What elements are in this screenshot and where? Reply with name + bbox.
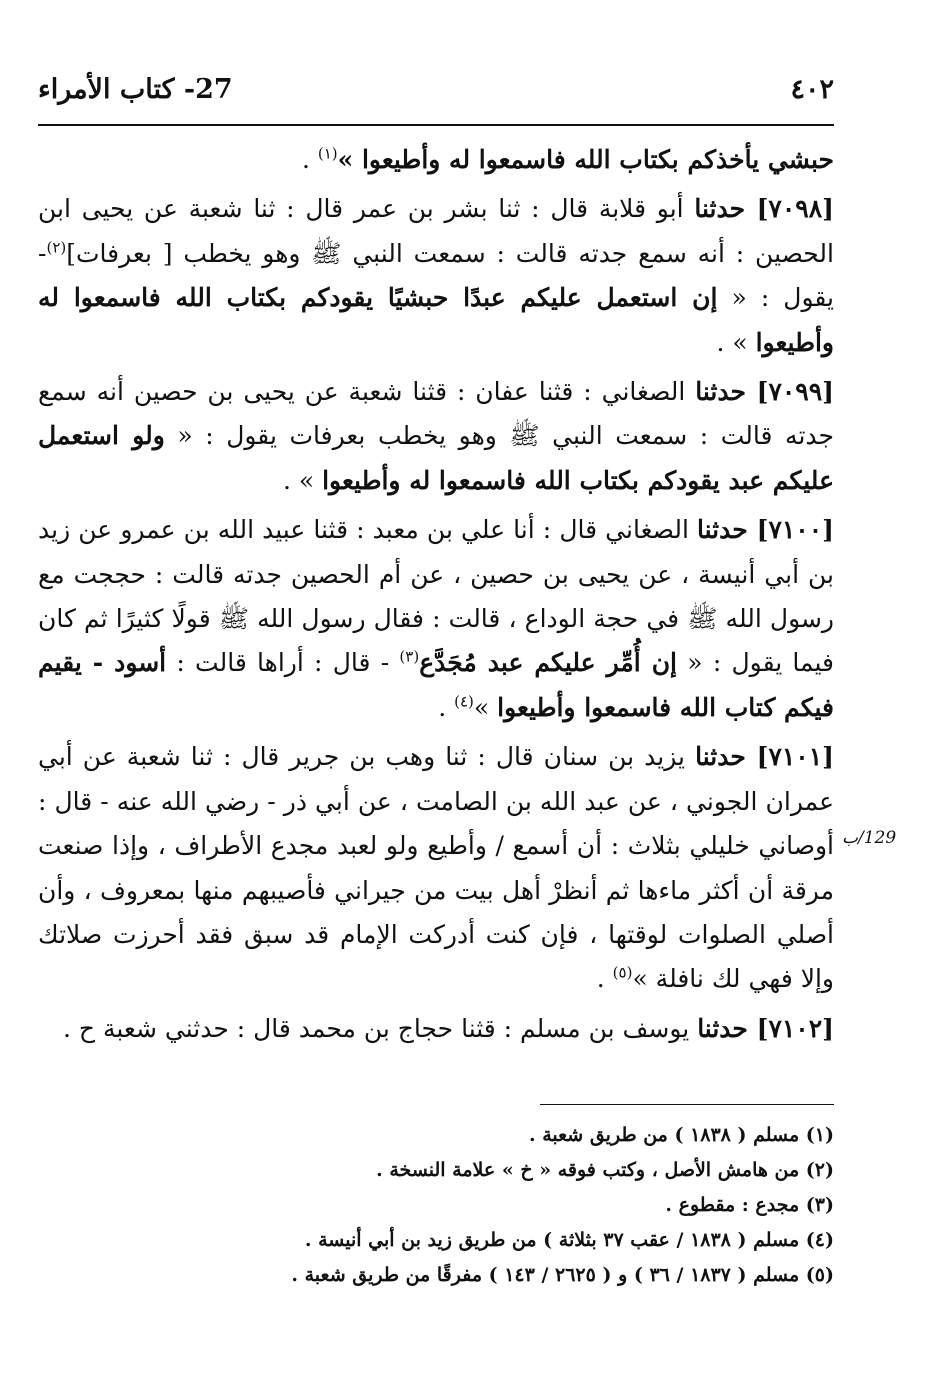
- footnote: (٥) مسلم ( ١٨٣٧ / ٣٦ ) و ( ٢٦٢٥ / ١٤٣ ) مفرقًا من طريق شعبة .: [291, 1264, 834, 1286]
- page-header: [38, 70, 834, 114]
- footnote: (٤) مسلم ( ١٨٣٨ / عقب ٣٧ بثلاثة ) من طريق زيد بن أبي أنيسة .: [304, 1229, 834, 1251]
- hadith-matn: ولو استعمل عليكم عبد يقودكم بكتاب الله فاسمعوا له وأطيعوا: [38, 421, 834, 495]
- hadith-number: [٧١٠١]: [756, 742, 834, 772]
- hadith-number: [٧٠٩٨]: [756, 194, 834, 224]
- page-number: ٤٠٢: [790, 74, 834, 105]
- footnote: (١) مسلم ( ١٨٣٨ ) من طريق شعبة .: [528, 1124, 834, 1146]
- hadith-matn: أسود - يقيم فيكم كتاب الله فاسمعوا وأطيعوا: [38, 648, 834, 722]
- hadith-number: [٧٠٩٩]: [756, 377, 834, 407]
- hadith-7100: [٧١٠٠] حدثنا الصغاني قال : أنا علي بن معبد : قثنا عبيد الله بن عمرو عن زيد بن أبي أنيسة ، عن يحيى بن حصين ، عن أم الحصين جدته قالت : حججت مع رسول الله ﷺ في حجة الوداع ، قالت : فقال رسول الله ﷺ قولًا كثيرًا ثم كان فيما يقول : « إن أُمِّر عليكم عبد مُجَدَّع$^{(٣)}$ - قال : أراها قالت : أسود - يقيم فيكم كتاب الله فاسمعوا وأطيعوا »$^{(٤)}$ .: [38, 515, 834, 722]
- footnote-ref: (٣): [399, 648, 420, 667]
- footnote-rule: [540, 1104, 834, 1105]
- hadith-matn: إن أُمِّر عليكم عبد مُجَدَّع: [419, 648, 678, 678]
- footnote: (٢) من هامش الأصل ، وكتب فوقه « خ » علامة النسخة .: [376, 1159, 834, 1181]
- main-text: [38, 138, 834, 1056]
- hadith-matn: إن استعمل عليكم عبدًا حبشيًا يقودكم بكتاب الله فاسمعوا له وأطيعوا: [38, 283, 834, 357]
- footnotes: [38, 1118, 834, 1293]
- header-rule: [38, 124, 834, 126]
- chapter-title: 27- كتاب الأمراء: [38, 74, 233, 105]
- hadith-7101: [٧١٠١] حدثنا يزيد بن سنان قال : ثنا وهب بن جرير قال : ثنا شعبة عن أبي عمران الجوني ، عن عبد الله بن الصامت ، عن أبي ذر - رضي الله عنه - قال : أوصاني خليلي بثلاث : أن أسمع / وأطيع ولو لعبد مجدع الأطراف ، وإذا صنعت مرقة أن أكثر ماءها ثم أنظرْ أهل بيت من جيراني فأصيبهم منها بمعروف ، وأن أصلي الصلوات لوقتها ، فإن كنت أدركت الإمام قد سبق فقد أحرزت صلاتك وإلا فهي لك نافلة »$^{(٥)}$ .: [38, 742, 834, 994]
- footnote: (٣) مجدع : مقطوع .: [665, 1194, 834, 1216]
- footnote-ref: (٤): [454, 692, 474, 711]
- hadith-7102: [٧١٠٢] حدثنا يوسف بن مسلم : قثنا حجاج بن محمد قال : حدثني شعبة ح .: [63, 1013, 834, 1043]
- footnote-ref: (١): [317, 144, 338, 163]
- hadith-number: [٧١٠٠]: [756, 515, 834, 545]
- footnote-ref: (٥): [612, 963, 633, 982]
- manuscript-folio-marker: 129/ب: [842, 828, 897, 848]
- hadith-7098: [٧٠٩٨] حدثنا أبو قلابة قال : ثنا بشر بن عمر قال : ثنا شعبة عن يحيى ابن الحصين : أنه سمع جدته قالت : سمعت النبي ﷺ وهو يخطب [ بعرفات]$^{(٢)}$- يقول : « إن استعمل عليكم عبدًا حبشيًا يقودكم بكتاب الله فاسمعوا له وأطيعوا » .: [38, 194, 834, 357]
- hadith-number: [٧١٠٢]: [756, 1013, 834, 1043]
- paragraph-continuation: حبشي يأخذكم بكتاب الله فاسمعوا له وأطيعوا »$^{(١)}$ .: [301, 144, 834, 174]
- hadith-7099: [٧٠٩٩] حدثنا الصغاني : قثنا عفان : قثنا شعبة عن يحيى بن حصين أنه سمع جدته قالت : سمعت النبي ﷺ وهو يخطب بعرفات يقول : « ولو استعمل عليكم عبد يقودكم بكتاب الله فاسمعوا له وأطيعوا » .: [38, 377, 834, 495]
- footnote-ref: (٢): [46, 238, 67, 257]
